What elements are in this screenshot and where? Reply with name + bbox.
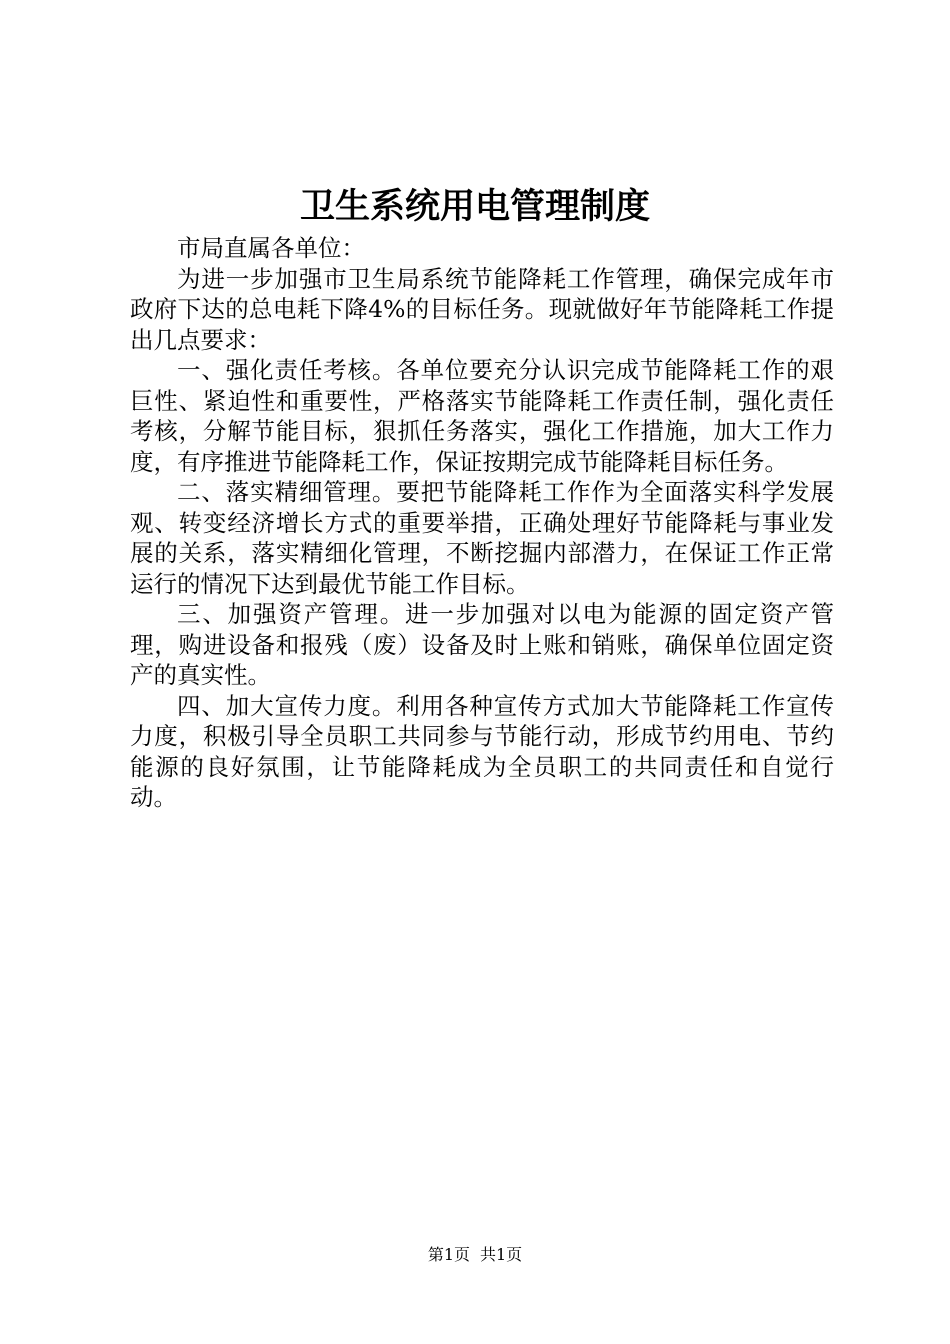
paragraph-item-1: 一、强化责任考核。各单位要充分认识完成节能降耗工作的艰巨性、紧迫性和重要性，严格落实节能降耗工作责任制，强化责任考核，分解节能目标，狠抓任务落实，强化工作措施，加大工作力度，有序推进节能降耗工作，保证按期完成节能降耗目标任务。 bbox=[130, 356, 834, 476]
page-number: 第1页 bbox=[427, 1245, 470, 1264]
paragraph-intro: 为进一步加强市卫生局系统节能降耗工作管理，确保完成年市政府下达的总电耗下降4%的目标任务。现就做好年节能降耗工作提出几点要求： bbox=[130, 264, 834, 354]
paragraph-item-3: 三、加强资产管理。进一步加强对以电为能源的固定资产管理，购进设备和报残（废）设备及时上账和销账，确保单位固定资产的真实性。 bbox=[130, 600, 834, 689]
paragraph-item-2: 二、落实精细管理。要把节能降耗工作作为全面落实科学发展观、转变经济增长方式的重要举措，正确处理好节能降耗与事业发展的关系，落实精细化管理，不断挖掘内部潜力，在保证工作正常运行的情况下达到最优节能工作目标。 bbox=[130, 478, 834, 598]
document-body bbox=[130, 233, 834, 813]
salutation: 市局直属各单位： bbox=[177, 234, 365, 262]
page-total: 共1页 bbox=[480, 1245, 523, 1264]
page-footer bbox=[0, 1244, 950, 1266]
document-title: 卫生系统用电管理制度 bbox=[299, 186, 650, 227]
paragraph-item-4: 四、加大宣传力度。利用各种宣传方式加大节能降耗工作宣传力度，积极引导全员职工共同参与节能行动，形成节约用电、节约能源的良好氛围，让节能降耗成为全员职工的共同责任和自觉行动。 bbox=[130, 691, 834, 811]
